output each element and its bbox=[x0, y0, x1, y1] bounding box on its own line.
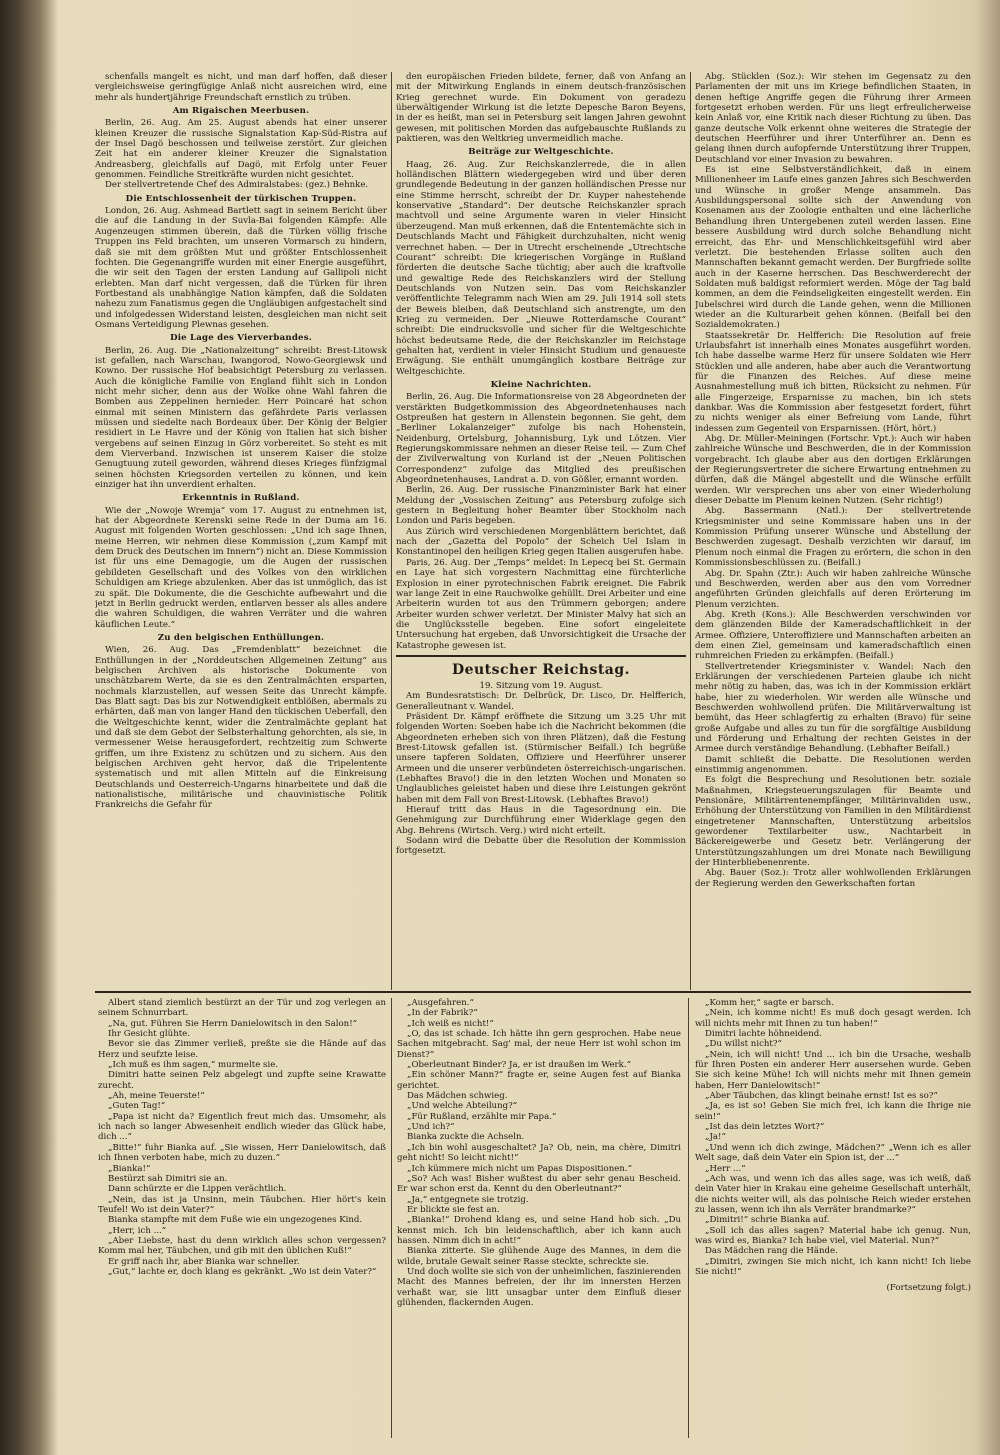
text-paragraph: Albert stand ziemlich bestürzt an der Tür und zog verlegen an seinem Schnurrbart. bbox=[98, 998, 386, 1019]
news-column-1 bbox=[95, 72, 387, 987]
column-divider bbox=[391, 998, 392, 1438]
article-paragraph: Berlin, 26. Aug. Am 25. August abends hat einer unserer kleinen Kreuzer die russische Signalstation Kap-Süd-Ristra auf der Insel Dagö beschossen und teilweise zerstört. Zur gleichen Zeit hat ein anderer kleiner Kreuzer die Signalstation Andreasberg, gleichfalls auf Dagö, mit Erfolg unter Feuer genommen. Feindliche Streitkräfte wurden nicht gesichtet. bbox=[95, 118, 387, 181]
text-paragraph: „Dimitri, zwingen Sie mich nicht, ich kann nicht! Ich liebe Sie nicht!“ bbox=[695, 1256, 971, 1277]
text-paragraph: Es ist eine Selbstverständlichkeit, daß in einem Millionenheer im Laufe eines ganzen Jahres sich Beschwerden und Wünsche in großer Menge ansammeln. Das Ausbildungspersonal sollte sich der Anwendung von Kosenamen aus der Zoologie enthalten und eine lächerliche Behandlung ihren Untergebenen zuteil werden lassen. Eine bessere Ausbildung wird durch solche Behandlung nicht erreicht, das Ehr- und Menschlichkeitsgefühl wird aber verletzt. Die bestehenden Erlasse sollten auch den Mannschaften bekannt gemacht werden. Der Burgfriede sollte auch in der Kaserne herrschen. Das Beschwerderecht der Soldaten muß baldigst reformiert werden. Möge der Tag bald kommen, an dem die Feindseligkeiten eingestellt werden. Ein Jubelschrei wird durch die Lande gehen, wenn die Millionen wieder an die Kulturarbeit gehen können. (Beifall bei den Sozialdemokraten.) bbox=[695, 165, 971, 331]
reichstag-title: Deutscher Reichstag. bbox=[451, 661, 631, 678]
text-paragraph: „In der Fabrik?“ bbox=[407, 1008, 478, 1019]
text-paragraph: „Gut,“ lachte er, doch klang es gekränkt. „Wo ist dein Vater?“ bbox=[108, 1266, 377, 1277]
text-paragraph: „Ja, es ist so! Geben Sie mich frei, ich kann die Ihrige nie sein!“ bbox=[695, 1101, 971, 1122]
news-column-2-body bbox=[396, 72, 686, 651]
text-paragraph: „Und wenn ich dich zwinge, Mädchen?“ „Wenn ich es aller Welt sage, daß dein Vater ein Spion ist, der ...“ bbox=[695, 1142, 971, 1164]
text-paragraph: „Herr, ich ...“ bbox=[108, 1225, 167, 1236]
text-paragraph: „Ausgefahren.“ bbox=[407, 998, 474, 1008]
text-paragraph: „Ein schöner Mann?“ fragte er, seine Augen fest auf Bianka gerichtet. bbox=[397, 1070, 681, 1091]
feuilleton-column-2 bbox=[397, 998, 681, 1433]
article-paragraph: Wie der „Nowoje Wremja“ vom 17. August zu entnehmen ist, hat der Abgeordnete Kerenski seine Rede in der Duma am 16. August mit folgenden Worten geschlossen: „Und ich sage Ihnen, meine Herren, wir nehmen diese Kommission („zum Kampf mit dem Druck des Deutschen im Innern“) nicht an. Diese Kommission ist für uns eine Demagogie, um die Augen der russischen gebildeten Gesellschaft und des Volkes von den wirklichen Schuldigen am Kriege abzulenken. Aber das ist unmöglich, das ist zu spät. Die Dokumente, die die Geschichte aufbewahrt und die jetzt in Berlin gedruckt werden, entlarven besser als alles andere die wahren Schuldigen, die wahren Verräter und die wahren käuflichen Leute.“ bbox=[95, 505, 387, 630]
article-paragraph: Haag, 26. Aug. Zur Reichskanzlerrede, die in allen holländischen Blättern wiedergegeben wird und über deren grundlegende Bedeutung in der ganzen holländischen Presse nur eine Stimme herrscht, schreibt der Dr. Kuyper nahestehende konservative „Standard“: Der deutsche Reichskanzler sprach machtvoll und seine Argumente waren in vieler Hinsicht überzeugend. Man muß erkennen, daß die Ententemächte sich in Deutschlands Macht und Fähigkeit durchzuhalten, nicht wenig verrechnet haben. — Der in Utrecht erscheinende „Utrechtsche Courant“ schreibt: Die kriegerischen Vorgänge in Rußland förderten die deutsche Sache tüchtig; aber auch die kraftvolle und gewaltige Rede des Reichskanzlers wird der Stellung Deutschlands von Nutzen sein. Das vom Reichskanzler veröffentlichte Telegramm nach Wien am 29. Juli 1914 soll stets der Beweis bleiben, daß Deutschland sich anstrengte, um den Krieg zu vermeiden. Der „Nieuwe Rotterdamsche Courant“ schreibt: Die eindrucksvolle und sicher für die Weltgeschichte höchst bedeutsame Rede, die der Reichskanzler im Reichstage gehalten hat, verdient in vieler Hinsicht Studium und genaueste Erwägung. Sie enthält unumgänglich kostbare Beiträge zur Weltgeschichte. bbox=[396, 159, 686, 377]
article-heading: Die Lage des Vierverbandes. bbox=[170, 333, 312, 344]
text-paragraph: Staatssekretär Dr. Helfferich: Die Resolution auf freie Urlaubsfahrt ist innerhalb eines Monates ausgeführt worden. Ich habe dasselbe warme Herz für unsere Soldaten wie Herr Stücklen und alle anderen, habe aber auch die Verantwortung für die Finanzen des Reiches. Auf diese meine Ausnahmestellung muß ich bitten, Rücksicht zu nehmen. Für alle Fingerzeige, Ersparnisse zu machen, bin ich stets dankbar. Was die Kommission aber festgesetzt fordert, führt zu nichts weniger als einer Befreiung vom Lande, führt indessen zum Gegenteil von Ersparnissen. (Hört, hört.) bbox=[695, 330, 971, 434]
text-paragraph: „Und ich?“ bbox=[407, 1122, 455, 1133]
text-paragraph: „Ja!“ bbox=[705, 1132, 726, 1143]
column-divider bbox=[690, 72, 691, 990]
text-paragraph: Das Mädchen schwieg. bbox=[407, 1091, 508, 1102]
text-paragraph: Bianka zitterte. Sie glühende Auge des Mannes, in dem die wilde, brutale Gewalt seiner Rasse steckte, schreckte sie. bbox=[397, 1246, 681, 1267]
feuilleton-column-3-body bbox=[695, 998, 971, 1277]
text-paragraph: „Ich muß es ihm sagen,“ murmelte sie. bbox=[108, 1060, 279, 1071]
feuilleton-column-3 bbox=[695, 998, 971, 1433]
text-paragraph: Dimitri hatte seinen Pelz abgelegt und zupfte seine Krawatte zurecht. bbox=[98, 1070, 386, 1091]
text-paragraph: „Du willst nicht?“ bbox=[705, 1039, 782, 1050]
text-paragraph: „Aber Täubchen, das klingt beinahe ernst! Ist es so?“ bbox=[705, 1091, 938, 1102]
text-paragraph: Abg. Dr. Spahn (Ztr.): Auch wir haben zahlreiche Wünsche und Beschwerden, werden aber aus den vom Vorredner angeführten Gründen gleichfalls auf deren Erörterung im Plenum verzichten. bbox=[695, 568, 971, 610]
feuilleton-column-1 bbox=[98, 998, 386, 1433]
text-paragraph: „Komm her,“ sagte er barsch. bbox=[705, 998, 834, 1008]
text-paragraph: „Für Rußland, erzählte mir Papa.“ bbox=[407, 1111, 557, 1122]
text-paragraph: „Guten Tag!“ bbox=[108, 1101, 166, 1112]
column-divider bbox=[391, 72, 392, 990]
text-paragraph: „Ist das dein letztes Wort?“ bbox=[705, 1122, 825, 1133]
text-paragraph: Ihr Gesicht glühte. bbox=[108, 1029, 191, 1040]
text-paragraph: „Ich kümmere mich nicht um Papas Dispositionen.“ bbox=[407, 1163, 633, 1174]
feuilleton-divider bbox=[95, 991, 971, 993]
text-paragraph: „Aber Liebste, hast du denn wirklich alles schon vergessen? Komm mal her, Täubchen, und gib mit den üblichen Kuß!“ bbox=[98, 1235, 386, 1257]
text-paragraph: „So? Ach was! Bisher wußtest du aber sehr genau Bescheid. Er war schon erst da. Kennt du den Oberleutnant?“ bbox=[397, 1173, 681, 1195]
text-paragraph: Dimitri lachte höhneidend. bbox=[705, 1029, 823, 1040]
text-paragraph: „Ich weiß es nicht!“ bbox=[407, 1018, 494, 1029]
text-paragraph: „Nein, das ist ja Unsinn, mein Täubchen. Hier hört's kein Teufel! Wo ist dein Vater?“ bbox=[98, 1194, 386, 1215]
news-column-3 bbox=[695, 72, 971, 987]
text-paragraph: „Soll ich das alles sagen? Material habe ich genug. Nun, was wird es, Bianka? Ich habe viel, viel Material. Nun?“ bbox=[695, 1225, 971, 1246]
reichstag-body bbox=[396, 691, 686, 857]
text-paragraph: „Herr ...“ bbox=[705, 1163, 746, 1174]
text-paragraph: „Bianka!“ bbox=[108, 1163, 151, 1174]
text-paragraph: „Nein, ich will nicht! Und ... ich bin die Ursache, weshalb für Ihren Posten ein anderer Herr ausersehen wurde. Geben Sie sich keine Mühe! Ich will nichts mehr mit Ihnen gemein haben, Herr Danielowitsch!“ bbox=[695, 1049, 971, 1091]
section-rule bbox=[396, 655, 686, 657]
article-paragraph: Berlin, 26. Aug. Der russische Finanzminister Bark hat einer Meldung der „Vossischen Zeitung“ aus Petersburg zufolge sich gestern in Begleitung hoher Beamter über Stockholm nach London und Paris begeben. bbox=[396, 485, 686, 527]
text-paragraph: Abg. Kreth (Kons.): Alle Beschwerden verschwinden vor dem glänzenden Bilde der Kameradschaftlichkeit in der Armee. Offiziere, Unteroffiziere und Mannschaften arbeiten an dem einen Ziel, gemeinsam und kameradschaftlich einen ruhmreichen Frieden zu erkämpfen. (Beifall.) bbox=[695, 609, 971, 662]
text-paragraph: Er blickte sie fest an. bbox=[407, 1204, 500, 1215]
text-paragraph: „Bianka!“ Drohend klang es, und seine Hand hob sich. „Du kennst mich. Ich bin leidenschaftlich, aber ich kann auch hassen. Nimm dich in acht!“ bbox=[397, 1215, 681, 1246]
text-paragraph: Das Mädchen rang die Hände. bbox=[705, 1246, 838, 1257]
article-paragraph: Paris, 26. Aug. Der „Temps“ meldet: In Lepecq bei St. Germain en Laye hat sich vorgestern Nachmittag eine fürchterliche Explosion in einer pyrotechnischen Fabrik ereignet. Die Fabrik war lange Zeit in eine Rauchwolke gehüllt. Drei Arbeiter und eine Arbeiterin wurden tot aus den Trümmern geborgen; andere Arbeiter wurden schwer verletzt. Der Minister Malvy hat sich an die Unglücksstelle begeben. Eine sofort eingeleitete Untersuchung hat ergeben, daß Unvorsichtigkeit die Ursache der Katastrophe gewesen ist. bbox=[396, 557, 686, 651]
binding-gutter bbox=[0, 0, 58, 1455]
text-paragraph: „Und welche Abteilung?“ bbox=[407, 1101, 518, 1112]
news-column-2 bbox=[396, 72, 686, 987]
text-paragraph: „Oberleutnant Binder? Ja, er ist draußen im Werk.“ bbox=[407, 1060, 631, 1071]
text-paragraph: „Ah, meine Teuerste!“ bbox=[108, 1091, 205, 1102]
article-heading: Erkenntnis in Rußland. bbox=[182, 493, 300, 504]
article-heading: Am Rigaischen Meerbusen. bbox=[172, 106, 310, 117]
text-paragraph: Bevor sie das Zimmer verließ, preßte sie die Hände auf das Herz und seufzte leise. bbox=[98, 1039, 386, 1060]
text-paragraph: „Ich bin wohl ausgeschaltet? Ja? Ob, nein, ma chère, Dimitri geht nicht! So leicht nicht!“ bbox=[397, 1142, 681, 1164]
text-paragraph: Stellvertretender Kriegsminister v. Wandel: Nach den Erklärungen der verschiedenen Parteien glaube ich nicht mehr nötig zu haben, das, was ich in der Kommission erklärt habe, hier zu wiederholen. Wir werden alle Wünsche und Beschwerden wohlwollend prüfen. Die Militärverwaltung ist bemüht, das Heer schlagfertig zu erhalten (Bravo) für seine große Aufgabe und alles zu tun für die sorgfältige Ausbildung und Förderung und Erhaltung der rechten Geistes in der Armee durch verständige Behandlung. (Lebhafter Beifall.) bbox=[695, 661, 971, 755]
article-paragraph: schenfalls mangelt es nicht, und man darf hoffen, daß dieser vergleichsweise geringfügige Anlaß nicht ausreichen wird, eine mehr als hundertjährige Freundschaft ernstlich zu trüben. bbox=[95, 72, 387, 103]
column-divider bbox=[688, 998, 689, 1438]
text-paragraph: „Ach was, und wenn ich das alles sage, was ich weiß, daß dein Vater hier in Krakau eine geheime Gesellschaft unterhält, die nichts weiter will, als das polnische Reich wieder erstehen zu lassen, wenn ich ihn als Verräter brandmarke?“ bbox=[695, 1173, 971, 1215]
article-paragraph: Berlin, 26. Aug. Die „Nationalzeitung“ schreibt: Brest-Litowsk ist gefallen, nach Warschau, Iwangorod, Nowo-Georgiewsk und Kowno. Der russische Hof beabsichtigt Petersburg zu verlassen. Auch die königliche Familie von England fühlt sich in London nicht mehr sicher, denn aus der Wolke ohne Wahl fahren die Bomben aus Zeppelinen hernieder. Herr Poincaré hat schon einmal mit seinen Ministern das gefährdete Paris verlassen müssen und siedelte nach Bordeaux über. Der König der Belgier residiert in Le Havre und der König von Italien hat sich bisher vergebens auf seinen Einzug in Görz vorbereitet. So steht es mit dem Vierverband. Inzwischen ist unserem Kaiser die stolze Genugtuung zuteil geworden, während dieses Krieges fünfzigmal seinen höchsten Kriegsorden verteilen zu können, und kein einziger hat ihn unverdient erhalten. bbox=[95, 345, 387, 491]
text-paragraph: „Papa ist nicht da? Eigentlich freut mich das. Umsomehr, als ich nach so langer Abwesenheit endlich wieder das Glück habe, dich ...“ bbox=[98, 1111, 386, 1143]
text-paragraph: Es folgt die Besprechung und Resolutionen betr. soziale Maßnahmen, Kriegsteuerungszulagen für Beamte und Pensionäre, Militärrentenempfänger, Militärinvaliden usw., Erhöhung der Unterstützung von Familien in den Militärdienst eingetretener Mannschaften, Unterstützung arbeitslos gewordener Textilarbeiter usw., Nachtarbeit in Bäckereigewerbe und Gesetz betr. Verlängerung der Unterstützungszahlungen um drei Monate nach Bewilligung der Hinterbliebenenrente. bbox=[695, 775, 971, 869]
article-heading: Kleine Nachrichten. bbox=[490, 379, 592, 390]
text-paragraph: Abg. Bassermann (Natl.): Der stellvertretende Kriegsminister und seine Kommissare haben uns in der Kommission Prüfung unserer Wünsche und Abstellung der Beschwerden zugesagt. Deshalb verzichten wir darauf, im Plenum noch einmal die Fragen zu erörtern, die schon in den Kommissionsbeschlüssen zu. (Beifall.) bbox=[695, 506, 971, 569]
continued-note: (Fortsetzung folgt.) bbox=[886, 1283, 971, 1294]
text-paragraph: „Bitte!“ fuhr Bianka auf. „Sie wissen, Herr Danielowitsch, daß ich Ihnen verboten habe, mich zu duzen.“ bbox=[98, 1142, 386, 1164]
article-paragraph: London, 26. Aug. Ashmead Bartlett sagt in seinem Bericht über die auf die Landung in der Suvla-Bai folgenden Kämpfe: Alle Augenzeugen stimmen überein, daß die Türken völlig frische Truppen ins Feld brachten, um unseren Vormarsch zu hindern, daß sie mit dem größten Mut und größter Entschlossenheit fochten. Die Gegenangriffe wurden mit einer Energie ausgeführt, die wir seit den Tagen der ersten Landung auf Gallipoli nicht erlebten. Man darf nicht vergessen, daß die Türken für ihren Fortbestand als unabhängige Nation kämpfen, daß die Soldaten nahezu zum Fanatismus gegen die Ungläubigen aufgestachelt sind und infolgedessen Widerstand leisten, desgleichen man nicht seit Osmans Verteidigung Plewnas gesehen. bbox=[95, 206, 387, 330]
text-paragraph: Am Bundesratstisch: Dr. Delbrück, Dr. Lisco, Dr. Helfferich, Generalleutnant v. Wandel. bbox=[396, 691, 686, 712]
text-paragraph: „Nein, ich komme nicht! Es muß doch gesagt werden. Ich will nichts mehr mit Ihnen zu tun haben!“ bbox=[695, 1008, 971, 1029]
text-paragraph: „Dimitri!“ schrie Bianka auf. bbox=[705, 1215, 830, 1226]
text-paragraph: Er griff nach ihr, aber Bianka war schneller. bbox=[108, 1256, 300, 1267]
text-paragraph: Abg. Dr. Müller-Meiningen (Fortschr. Vpt.): Auch wir haben zahlreiche Wünsche und Beschwerden, die in der Kommission vorgebracht. Ich glaube aber aus den dortigen Erklärungen der Regierungsvertreter die sichere Erwartung entnehmen zu dürfen, daß die Mängel abgestellt und die Wünsche erfüllt werden. Wir versprechen uns aber von einer Wiederholung dieser Debatte im Plenum keinen Nutzen. (Sehr richtig!) bbox=[695, 434, 971, 507]
reichstag-subtitle: 19. Sitzung vom 19. August. bbox=[479, 680, 603, 691]
article-heading: Zu den belgischen Enthüllungen. bbox=[157, 632, 325, 643]
text-paragraph: „O, das ist schade. Ich hätte ihn gern gesprochen. Habe neue Sachen mitgebracht. Sag' mal, der neue Herr ist wohl schon im Dienst?“ bbox=[397, 1029, 681, 1060]
article-heading: Die Entschlossenheit der türkischen Truppen. bbox=[125, 193, 357, 204]
text-paragraph: Bianka zuckte die Achseln. bbox=[407, 1132, 525, 1143]
text-paragraph: Sodann wird die Debatte über die Resolution der Kommission fortgesetzt. bbox=[396, 836, 686, 857]
text-paragraph: Bianka stampfte mit dem Fuße wie ein ungezogenes Kind. bbox=[108, 1215, 363, 1226]
article-paragraph: den europäischen Frieden bildete, ferner, daß von Anfang an mit der Mitwirkung Englands in einem deutsch-französischen Krieg gerechnet wurde. Ein Dokument von geradezu überwältigender Wirkung ist die letzte Depesche Baron Beyens, in der es heißt, man sei in Petersburg seit langen Jahren gewohnt gewesen, mit politischen Morden das aufgebauschte Rußlands zu paktieren, was den Weltkrieg unvermeidlich mache. bbox=[396, 72, 686, 145]
text-paragraph: Abg. Bauer (Soz.): Trotz aller wohlwollenden Erklärungen der Regierung werden den Gewerkschaften fortan bbox=[695, 868, 971, 889]
text-paragraph: Abg. Stücklen (Soz.): Wir stehen im Gegensatz zu den Parlamenten der mit uns im Kriege befindlichen Staaten, in denen heftige Angriffe gegen die Führung ihrer Armeen fortgesetzt erhoben werden. Für uns liegt erfreulicherweise kein Anlaß vor, eine Kritik nach dieser Richtung zu üben. Das ganze deutsche Volk erkennt ohne weiteres die Strategie der deutschen Heerführer und ihrer Unterführer an. Denn es gelang ihnen durch aufopfernde Unterstützung ihrer Truppen, Deutschland vor einer Invasion zu bewahren. bbox=[695, 72, 971, 165]
text-paragraph: „Na, gut. Führen Sie Herrn Danielowitsch in den Salon!“ bbox=[108, 1018, 358, 1029]
text-paragraph: Damit schließt die Debatte. Die Resolutionen werden einstimmig angenommen. bbox=[695, 754, 971, 776]
article-paragraph: Der stellvertretende Chef des Admiralstabes: (gez.) Behnke. bbox=[105, 180, 369, 191]
article-paragraph: Wien, 26. Aug. Das „Fremdenblatt“ bezeichnet die Enthüllungen in der „Norddeutschen Allgemeinen Zeitung“ aus belgischen Archiven als historische Dokumente von unschätzbarem Werte, da sie es den Zentralmächten ersparten, nochmals klarzustellen, auf wessen Seite das Unrecht kämpfe. Das Blatt sagt: Das bis zur Notwendigkeit entblößen, abermals zu erhärten, daß man von langer Hand den tückischen Ueberfall, den die Weltgeschichte kennt, wider die Zentralmächte geplant hat und daß sie dem Gebot der Selbsterhaltung gehorchten, als sie, in vermessener Weise herausgefordert, rechtzeitig zum Schwerte griffen, um ihre Existenz zu schützen und zu sichern. Aus den belgischen Archiven geht hervor, daß die Tripelentente systematisch und mit allen Mitteln auf die Einkreisung Deutschlands und Oesterreich-Ungarns hinarbeitete und daß die nationalistische, militärische und chauvinistische Politik Frankreichs die Gefahr für bbox=[95, 645, 387, 811]
article-heading: Beiträge zur Weltgeschichte. bbox=[468, 147, 614, 158]
text-paragraph: „Ja,“ entgegnete sie trotzig. bbox=[407, 1194, 529, 1205]
text-paragraph: Bestürzt sah Dimitri sie an. bbox=[108, 1173, 228, 1184]
text-paragraph: Dann schürzte er die Lippen verächtlich. bbox=[108, 1184, 287, 1195]
text-paragraph: Präsident Dr. Kämpf eröffnete die Sitzung um 3.25 Uhr mit folgenden Worten: Soeben habe ich die Nachricht bekommen (die Abgeordneten erheben sich von ihren Plätzen), daß die Festung Brest-Litowsk gefallen ist. (Stürmischer Beifall.) Ich begrüße unsere tapferen Soldaten, Offiziere und Heerführer unserer Armeen und die unserer verbündeten österreichisch-ungarischen. (Lebhaftes Bravo!) die in den letzten Wochen und Monaten so Unglaubliches geleistet haben und diese ihre Leistungen gekrönt haben mit dem Fall von Brest-Litowsk. (Lebhaftes Bravo!) bbox=[396, 711, 686, 805]
text-paragraph: Und doch wollte sie sich von der unheimlichen, faszinierenden Macht des Mannes befreien, der ihr im innersten Herzen verhaßt war, sie litt unsagbar unter dem Einfluß dieser glühenden, flackernden Augen. bbox=[397, 1266, 681, 1308]
article-paragraph: Aus Zürich wird verschiedenen Morgenblättern berichtet, daß nach der „Gazetta del Popolo“ der Scheich Uel Islam in Konstantinopel den heiligen Krieg gegen Italien ausgerufen habe. bbox=[396, 526, 686, 558]
text-paragraph: Hierauf tritt das Haus in die Tagesordnung ein. Die Genehmigung zur Durchführung einer Widerklage gegen den Abg. Behrens (Wirtsch. Verg.) wird nicht erteilt. bbox=[396, 805, 686, 836]
article-paragraph: Berlin, 26. Aug. Die Informationsreise von 28 Abgeordneten der verstärkten Budgetkommission des Abgeordnetenhauses nach Ostpreußen hat gestern in Allenstein begonnen. Sie geht, dem „Berliner Lokalanzeiger“ zufolge bis nach Hohenstein, Neidenburg, Ortelsburg, Johannisburg, Lyk und Lötzen. Vier Regierungskommissare nehmen an dieser Reise teil. — Zum Chef der Zivilverwaltung von Kurland ist der „Neuen Politischen Correspondenz“ zufolge das Mitglied des preußischen Abgeordnetenhauses, Landrat a. D. von Gößler, ernannt worden. bbox=[396, 392, 686, 486]
